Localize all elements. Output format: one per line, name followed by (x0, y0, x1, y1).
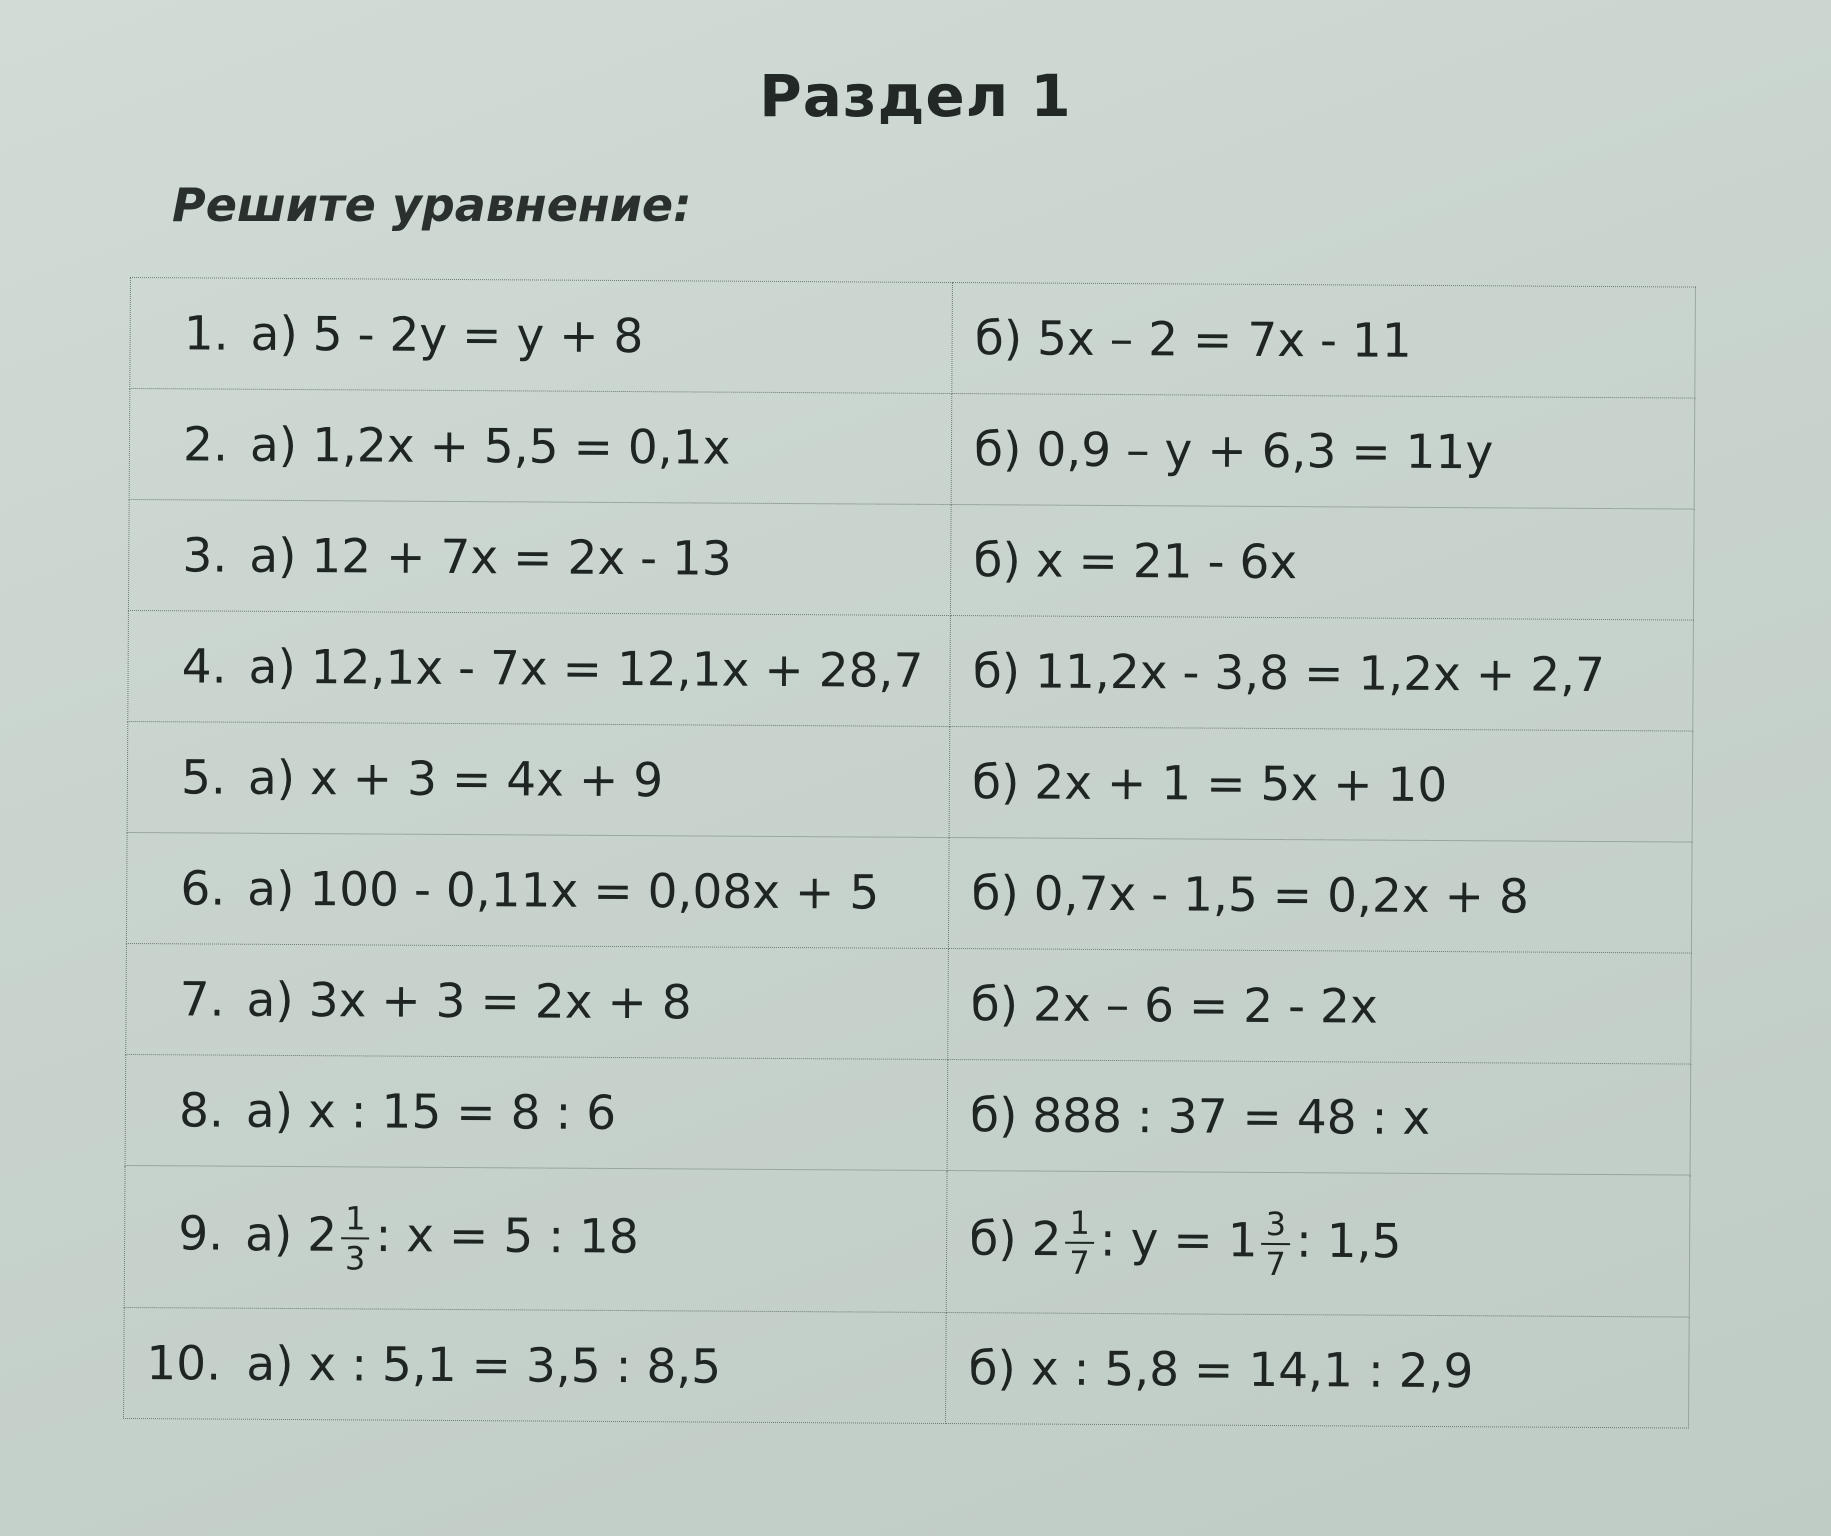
equation-b: б) x : 5,8 = 14,1 : 2,9 (968, 1340, 1474, 1399)
fraction-numerator: 1 (341, 1199, 370, 1239)
equation-a: а) x : 15 = 8 : 6 (245, 1083, 617, 1141)
equation-a: а) 3x + 3 = 2x + 8 (246, 972, 692, 1030)
fraction-denominator: 3 (344, 1238, 366, 1277)
task-number: 5. (180, 749, 227, 806)
equation-b: б) 11,2x - 3,8 = 1,2x + 2,7 (972, 643, 1606, 703)
fraction-numerator: 3 (1262, 1204, 1291, 1244)
equation-a: а) 5 - 2y = y + 8 (250, 306, 644, 364)
equation-cell-b (951, 394, 1694, 510)
fraction-numerator: 1 (1065, 1203, 1094, 1243)
task-number: 2. (182, 416, 229, 473)
equation-b-suffix: : 1,5 (1295, 1213, 1402, 1269)
equation-a: а) 100 - 0,11x = 0,08x + 5 (247, 861, 880, 921)
equation-cell-a (124, 1307, 947, 1423)
equation-cell-a (124, 1165, 947, 1312)
equation-cell-a (127, 721, 950, 837)
task-number: 1. (183, 305, 229, 362)
table-row (128, 499, 1694, 620)
equation-a: а) 12 + 7x = 2x - 13 (249, 528, 732, 587)
equation-cell-b (946, 1313, 1689, 1429)
table-row (129, 389, 1695, 510)
task-number: 4. (181, 638, 227, 695)
equation-b: б) 0,7x - 1,5 = 0,2x + 8 (971, 865, 1529, 925)
task-number: 7. (179, 971, 225, 1028)
equation-a: а) 12,1x - 7x = 12,1x + 28,7 (248, 639, 924, 699)
section-title: Раздел 1 (759, 62, 1072, 130)
table-row (127, 721, 1693, 842)
equation-b: б) 5x – 2 = 7x - 11 (974, 310, 1412, 369)
table-row (128, 610, 1694, 731)
equation-cell-a (129, 389, 952, 505)
table-row (126, 943, 1692, 1064)
equation-cell-b (952, 283, 1695, 399)
equation-cell-b (949, 727, 1692, 843)
task-number: 6. (180, 860, 226, 917)
equation-b: б) 2x + 1 = 5x + 10 (971, 754, 1448, 813)
equation-cell-b (950, 616, 1693, 732)
equation-a: а) x + 3 = 4x + 9 (247, 750, 664, 808)
equation-cell-a (128, 499, 951, 615)
equation-cell-a (126, 943, 949, 1059)
equation-b-middle: : y = 1 (1099, 1211, 1258, 1268)
instruction-text: Решите уравнение: (172, 178, 692, 232)
equation-cell-a (128, 610, 951, 726)
task-number: 9. (178, 1206, 224, 1262)
equation-cell-b (946, 1171, 1690, 1318)
equations-table (123, 277, 1696, 1429)
equation-cell-b (951, 505, 1694, 621)
task-number: 10. (146, 1335, 222, 1392)
equation-cell-b (949, 838, 1692, 954)
equation-b: б) 2x – 6 = 2 - 2x (970, 976, 1378, 1035)
table-row (124, 1307, 1690, 1428)
table-row (130, 278, 1696, 399)
equation-cell-a (125, 1054, 948, 1170)
table-row (126, 832, 1692, 953)
fraction-denominator: 7 (1069, 1243, 1090, 1282)
equation-cell-b (947, 1060, 1690, 1176)
equation-a-prefix: а) 2 (244, 1206, 338, 1263)
equation-cell-a (126, 832, 949, 948)
equation-cell-b (948, 949, 1691, 1065)
task-number: 3. (182, 527, 228, 584)
fraction-denominator: 7 (1265, 1244, 1286, 1283)
table-row (124, 1165, 1690, 1317)
mixed-fraction (1065, 1203, 1094, 1281)
mixed-fraction (341, 1199, 370, 1277)
equation-b: б) 0,9 – y + 6,3 = 11y (973, 421, 1494, 480)
equation-a: а) 1,2x + 5,5 = 0,1x (249, 417, 731, 476)
equation-cell-a (130, 278, 953, 394)
equation-a-suffix: : x = 5 : 18 (375, 1207, 639, 1265)
task-number: 8. (178, 1082, 225, 1139)
equation-a: а) x : 5,1 = 3,5 : 8,5 (246, 1336, 722, 1395)
table-row (125, 1054, 1691, 1175)
equation-b-prefix: б) 2 (969, 1211, 1062, 1267)
equation-b: б) 888 : 37 = 48 : x (969, 1087, 1431, 1146)
mixed-fraction (1261, 1204, 1290, 1282)
equation-b: б) x = 21 - 6x (973, 532, 1298, 590)
